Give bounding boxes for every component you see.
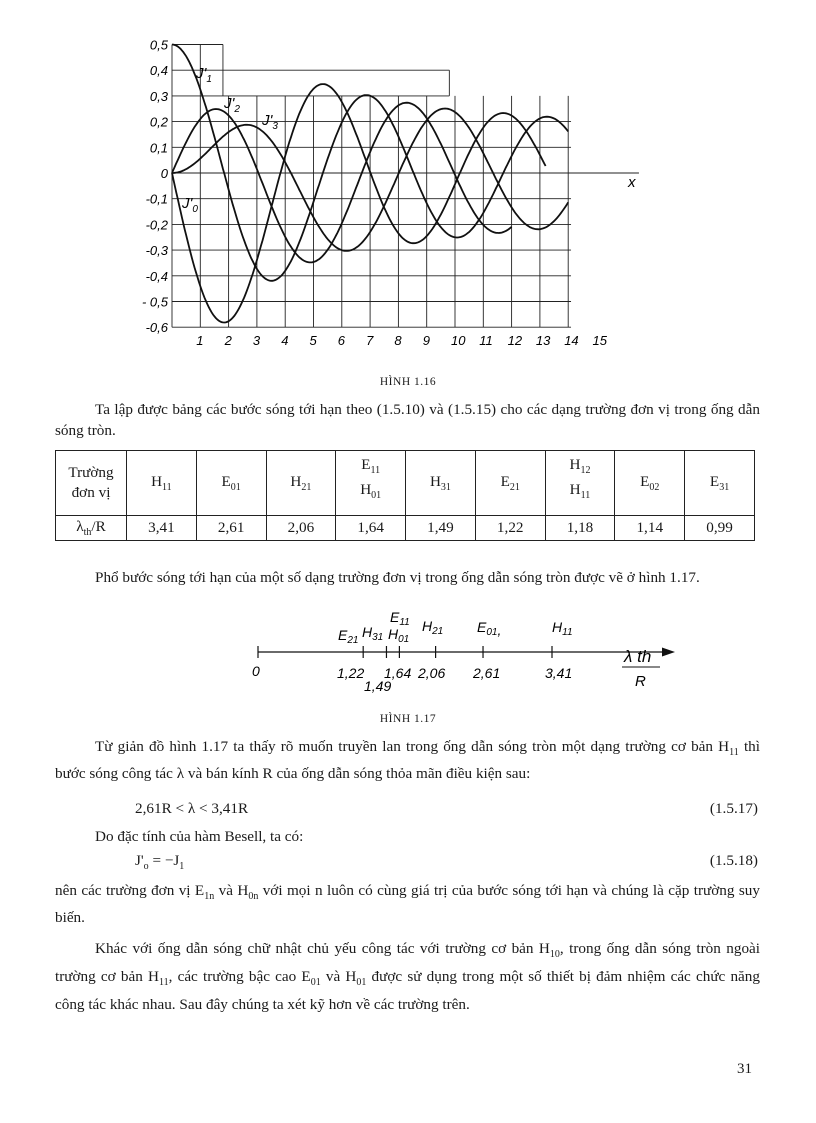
curve-label: $J'_3$ (262, 112, 278, 132)
value-label: 1,22 (337, 665, 365, 681)
equation-number: (1.5.17) (709, 800, 758, 817)
y-tick-label: - 0,5 (141, 294, 168, 310)
equation-1-5-17: 2,61R < λ < 3,41R (135, 800, 249, 817)
x-tick-label: 9 (422, 333, 430, 349)
origin-label: 0 (252, 663, 260, 679)
mode-label-h21: $H_{21}$ (422, 618, 444, 637)
figure-caption-116: HÌNH 1.16 (379, 376, 437, 388)
mode-e02: $E_{02}$ (615, 451, 685, 516)
plot-grid (172, 45, 639, 328)
axis-label-r: R (635, 673, 646, 690)
y-tick-label: -0,3 (145, 243, 168, 259)
value-cell: 1,18 (545, 516, 615, 541)
mode-label-e21: $E_{21}$ (338, 627, 359, 646)
x-tick-label: 13 (535, 333, 551, 349)
mode-h31: $H_{31}$ (406, 451, 476, 516)
mode-label-h11: $H_{11}$ (552, 619, 573, 638)
value-cell: 1,64 (336, 516, 406, 541)
paragraph-bessel: Do đặc tính của hàm Besell, ta có: (95, 828, 304, 845)
x-tick-label: 1 (196, 333, 204, 349)
curve-label: $J'_0$ (182, 195, 198, 215)
paragraph-condition: Từ giản đồ hình 1.17 ta thấy rõ muốn truyền lan trong ống dẫn sóng tròn một dạng trường cơ bản $H_{11}$ thì bước sóng công tác λ và bán kính R của ống dẫn sóng thỏa mãn điều kiện sau: (55, 738, 760, 783)
value-cell: 2,61 (196, 516, 266, 541)
mode-label-e01: $E_{01}$, (477, 619, 502, 638)
y-tick-label: 0 (160, 166, 168, 181)
paragraph-degenerate: nên các trường đơn vị $E_{1n}$ và $H_{0n}$ với mọi n luôn có cùng giá trị của bước sóng tới hạn và chúng là cặp trường suy biến. (55, 882, 760, 927)
value-label: 1,64 (384, 665, 412, 681)
value-cell: 1,22 (475, 516, 545, 541)
value-cell: 0,99 (685, 516, 755, 541)
value-label: 2,06 (418, 665, 446, 681)
value-cell: 1,14 (615, 516, 685, 541)
x-tick-label: 10 (451, 333, 466, 349)
mode-h21: $H_{21}$ (266, 451, 336, 516)
y-tick-label: 0,1 (149, 140, 168, 156)
value-label: 1,49 (364, 678, 392, 694)
value-label: 3,41 (545, 665, 573, 681)
equation-1-5-18: $J'_o = -J_1$ (135, 852, 185, 873)
mode-h12-h11: $H_{12}$ $H_{11}$ (545, 451, 615, 516)
y-tick-label: -0,6 (145, 320, 168, 336)
mode-e21: $E_{21}$ (475, 451, 545, 516)
value-cell: 3,41 (127, 516, 197, 541)
mode-e31: $E_{31}$ (685, 451, 755, 516)
bessel-derivative-plot (140, 30, 660, 360)
critical-wavelength-spectrum (240, 602, 690, 702)
figure-caption-117: HÌNH 1.17 (379, 713, 437, 725)
arrow-icon (662, 648, 675, 657)
paragraph-higher-modes: Khác với ống dẫn sóng chữ nhật chủ yếu công tác với trường cơ bản $H_{10}$, trong ống dẫn sóng tròn ngoài trường cơ bản $H_{11}$, các trường bậc cao $E_{01}$ và $H_{01}$ được sử dụng trong một số thiết bị đảm nhiệm các chức năng công tác khác nhau. Sau đây chúng ta xét kỹ hơn về các trường trên. (55, 940, 760, 1014)
paragraph-intro-table: Ta lập được bảng các bước sóng tới hạn theo (1.5.10) và (1.5.15) cho các dạng trường đơn vị trong ống dẫn sóng tròn. (55, 401, 760, 439)
table-row-modes (56, 451, 755, 516)
table-header-ratio: $\lambda_{th}/R$ (56, 516, 127, 541)
page-number: 31 (737, 1061, 752, 1077)
x-tick-label: 6 (337, 333, 346, 349)
x-tick-label: 7 (366, 333, 374, 349)
value-label: 2,61 (473, 665, 501, 681)
value-cell: 1,49 (406, 516, 476, 541)
value-cell: 2,06 (266, 516, 336, 541)
y-tick-label: 0,2 (149, 114, 168, 130)
x-tick-label: 11 (479, 333, 493, 349)
x-tick-label: 4 (281, 333, 289, 349)
x-tick-labels (196, 333, 607, 348)
x-tick-label: 8 (394, 333, 402, 349)
x-axis-label: x (628, 174, 636, 191)
axis-label-lambda-th: λ th (624, 647, 652, 666)
y-tick-labels (142, 38, 169, 336)
mode-e01: $E_{01}$ (196, 451, 266, 516)
x-tick-label: 2 (224, 333, 232, 349)
mode-label-e11: $E_{11}$ (390, 609, 410, 628)
x-tick-label: 12 (507, 333, 523, 349)
x-tick-label: 14 (564, 333, 579, 349)
mode-label-h01: $H_{01}$ (388, 626, 410, 645)
y-tick-label: 0,3 (149, 88, 168, 104)
x-tick-label: 3 (252, 333, 261, 349)
x-tick-label: 5 (309, 333, 317, 349)
paragraph-spectrum-intro: Phổ bước sóng tới hạn của một số dạng trường đơn vị trong ống dẫn sóng tròn được vẽ ở hình 1.17. (95, 569, 700, 586)
y-tick-label: -0,4 (145, 268, 168, 284)
table-header-mode: Trường đơn vị (56, 451, 127, 516)
y-tick-label: 0,5 (149, 37, 168, 53)
curve-label: $J'_2$ (224, 95, 240, 115)
mode-h11: $H_{11}$ (127, 451, 197, 516)
equation-number: (1.5.18) (709, 852, 758, 869)
y-tick-label: -0,2 (145, 217, 168, 233)
critical-wavelength-table (55, 450, 755, 541)
mode-e11-h01: $E_{11}$ $H_{01}$ (336, 451, 406, 516)
y-tick-label: 0,4 (149, 63, 168, 79)
table-row-values (56, 516, 755, 541)
x-tick-label: 15 (592, 333, 607, 349)
curve-label: $J'_1$ (196, 65, 212, 85)
mode-label-h31: $H_{31}$ (362, 624, 384, 643)
y-tick-label: -0,1 (145, 191, 168, 207)
